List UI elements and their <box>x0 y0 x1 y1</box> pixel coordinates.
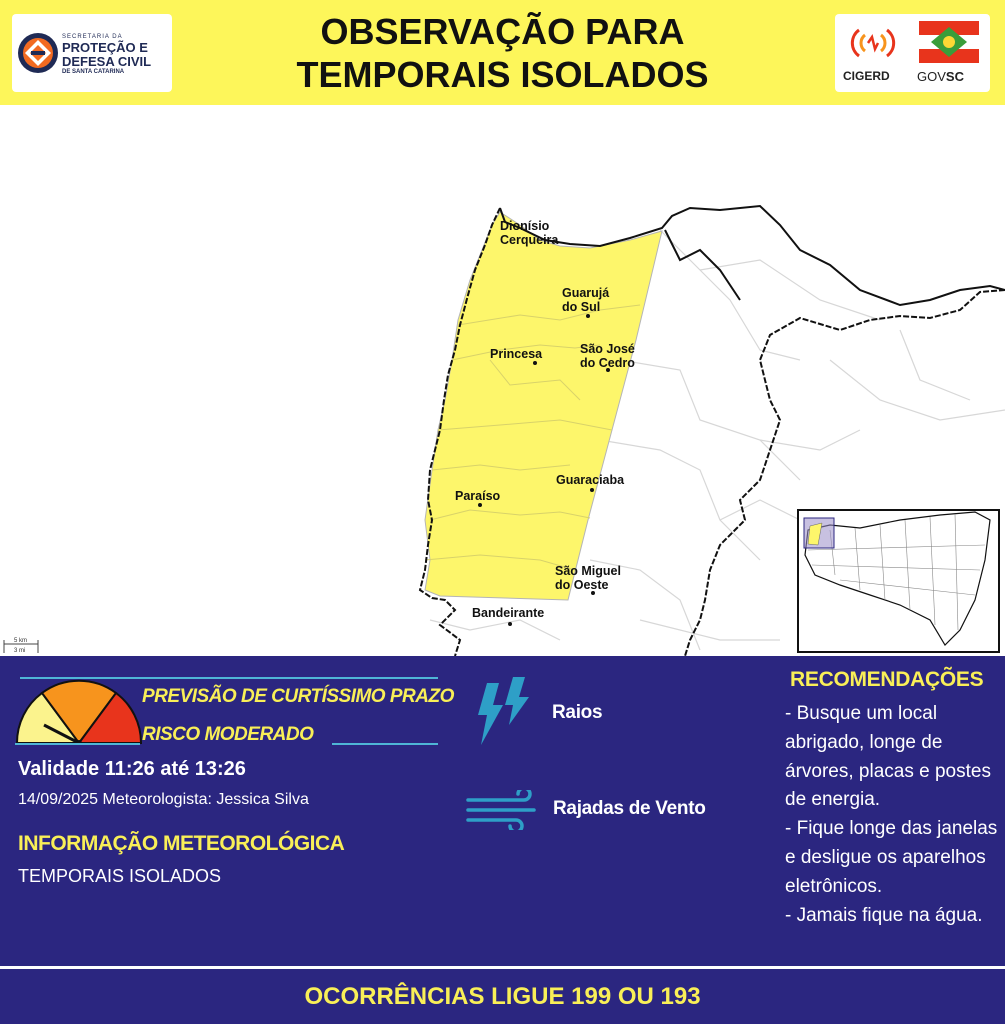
city-dot-bandeirante <box>508 622 512 626</box>
recommendation-item: - Busque um local abrigado, longe de árvores, placas e postes de energia. <box>785 703 991 811</box>
page-title <box>200 10 805 96</box>
wind-icon <box>466 790 546 830</box>
alert-area <box>425 212 662 600</box>
city-paraiso: Paraíso <box>455 489 501 503</box>
recommendation-item: - Fique longe das janelas e desligue os aparelhos eletrônicos. <box>785 818 998 897</box>
defesa-civil-emblem-icon <box>17 32 59 74</box>
lightning-icon <box>475 675 535 750</box>
recommendations-list <box>785 700 1000 930</box>
forecast-meta: 14/09/2025 Meteorologista: Jessica Silva <box>18 791 309 808</box>
forecast-top-rule <box>20 677 438 679</box>
govsc-label <box>917 69 964 84</box>
city-princesa: Princesa <box>490 347 543 361</box>
city-bandeirante: Bandeirante <box>472 606 545 620</box>
hazard-lightning-label: Raios <box>552 702 603 723</box>
scale-km: 5 km <box>14 638 28 644</box>
cigerd-label: CIGERD <box>843 69 890 83</box>
logo-line2: PROTEÇÃO E <box>62 40 148 55</box>
title-line2: TEMPORAIS ISOLADOS <box>296 54 709 95</box>
logo-line3: DEFESA CIVIL <box>62 54 152 69</box>
validity: Validade 11:26 até 13:26 <box>18 758 246 780</box>
hazard-wind-label: Rajadas de Vento <box>553 798 706 819</box>
city-dionisio-cerqueira: Dionísio Cerqueira <box>500 219 559 247</box>
header <box>0 0 1005 105</box>
recommendations-title: RECOMENDAÇÕES <box>790 668 984 691</box>
recommendation-item: - Jamais fique na água. <box>785 904 983 926</box>
city-dot-guaraciaba <box>590 488 594 492</box>
info-text: TEMPORAIS ISOLADOS <box>18 866 222 886</box>
logo-line1: SECRETARIA DA <box>62 34 123 40</box>
cigerd-signal-icon <box>847 20 907 65</box>
city-dot-paraiso <box>478 503 482 507</box>
weather-alert-map[interactable] <box>0 105 1005 656</box>
title-line1: OBSERVAÇÃO PARA <box>320 11 685 52</box>
govsc-prefix: GOV <box>917 69 946 84</box>
risk-level: RISCO MODERADO <box>142 724 314 745</box>
gauge-base-rule <box>15 743 140 745</box>
inset-locator-map <box>798 510 999 652</box>
city-dot-princesa <box>533 361 537 365</box>
city-guaraciaba: Guaraciaba <box>556 473 625 487</box>
city-sao-miguel-do-oeste: São Miguel do Oeste <box>555 564 621 592</box>
emergency-footer: OCORRÊNCIAS LIGUE 199 OU 193 <box>304 983 701 1010</box>
defesa-civil-logo <box>12 14 172 92</box>
city-dot-guaruja-do-sul <box>586 314 590 318</box>
city-guaruja-do-sul: Guarujá do Sul <box>562 286 610 314</box>
scale-mi: 3 mi <box>14 648 26 654</box>
city-sao-jose-do-cedro: São José do Cedro <box>580 342 635 370</box>
info-title: INFORMAÇÃO METEOROLÓGICA <box>18 832 345 855</box>
forecast-bottom-rule <box>332 743 438 745</box>
govsc-suffix: SC <box>945 69 964 84</box>
scale-bar <box>4 638 38 654</box>
map-canvas <box>0 105 1005 656</box>
santa-catarina-flag-icon <box>919 21 979 63</box>
logo-line4: DE SANTA CATARINA <box>62 69 125 75</box>
partner-logos <box>835 14 990 92</box>
forecast-type: PREVISÃO DE CURTÍSSIMO PRAZO <box>142 686 454 707</box>
